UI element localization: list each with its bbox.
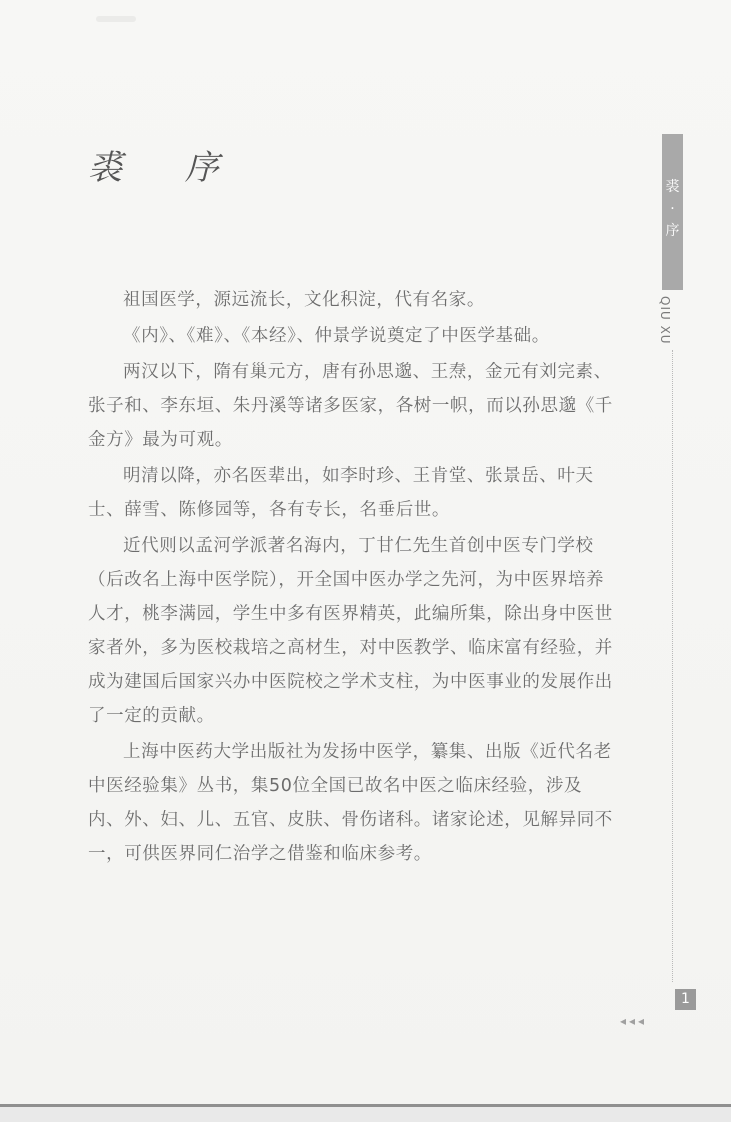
paragraph: 明清以降，亦名医辈出，如李时珍、王肯堂、张景岳、叶天士、薛雪、陈修园等，各有专长，名垂后世。 [88,466,594,520]
paragraph: 近代则以孟河学派著名海内，丁甘仁先生首创中医专门学校（后改名上海中医学院），开全国中医办学之先河，为中医界培养人才，桃李满园，学生中多有医界精英，此编所集，除出身中医世家者外，多为医校栽培之高材生，对中医教学、临床富有经验，并成为建国后国家兴办中医院校之学术支柱，为中医事业的发展作出了一定的贡献。 [88,536,613,726]
paragraph: 上海中医药大学出版社为发扬中医学，纂集、出版《近代名老中医经验集》丛书，集50位全国已故名中医之临床经验，涉及内、外、妇、儿、五官、皮肤、骨伤诸科。诸家论述，见解异同不一，可供医界同仁治学之借鉴和临床参考。 [88,742,613,864]
pinyin-text: QIU XU [658,296,672,345]
side-label-separator: · [670,201,675,217]
paragraph: 《内》、《难》、《本经》、仲景学说奠定了中医学基础。 [123,326,550,346]
side-dotted-rule [672,350,673,982]
page-arrows-icon: ◂◂◂ [620,1014,648,1028]
side-label-char: 裘 [665,179,680,195]
paragraph: 两汉以下，隋有巢元方，唐有孙思邈、王焘，金元有刘完素、张子和、李东垣、朱丹溪等诸多医家，各树一帜，而以孙思邈《千金方》最为可观。 [88,362,613,450]
paragraph: 祖国医学，源远流长，文化积淀，代有名家。 [123,290,485,310]
side-label-char: 序 [665,223,680,239]
side-pinyin-label [660,296,684,346]
scan-background [0,1107,731,1122]
page-number-badge: 1 [675,989,696,1010]
page-title: 裘 序 [88,148,245,188]
side-section-label [662,176,683,242]
print-smudge [96,16,136,22]
preface-body [88,283,618,873]
